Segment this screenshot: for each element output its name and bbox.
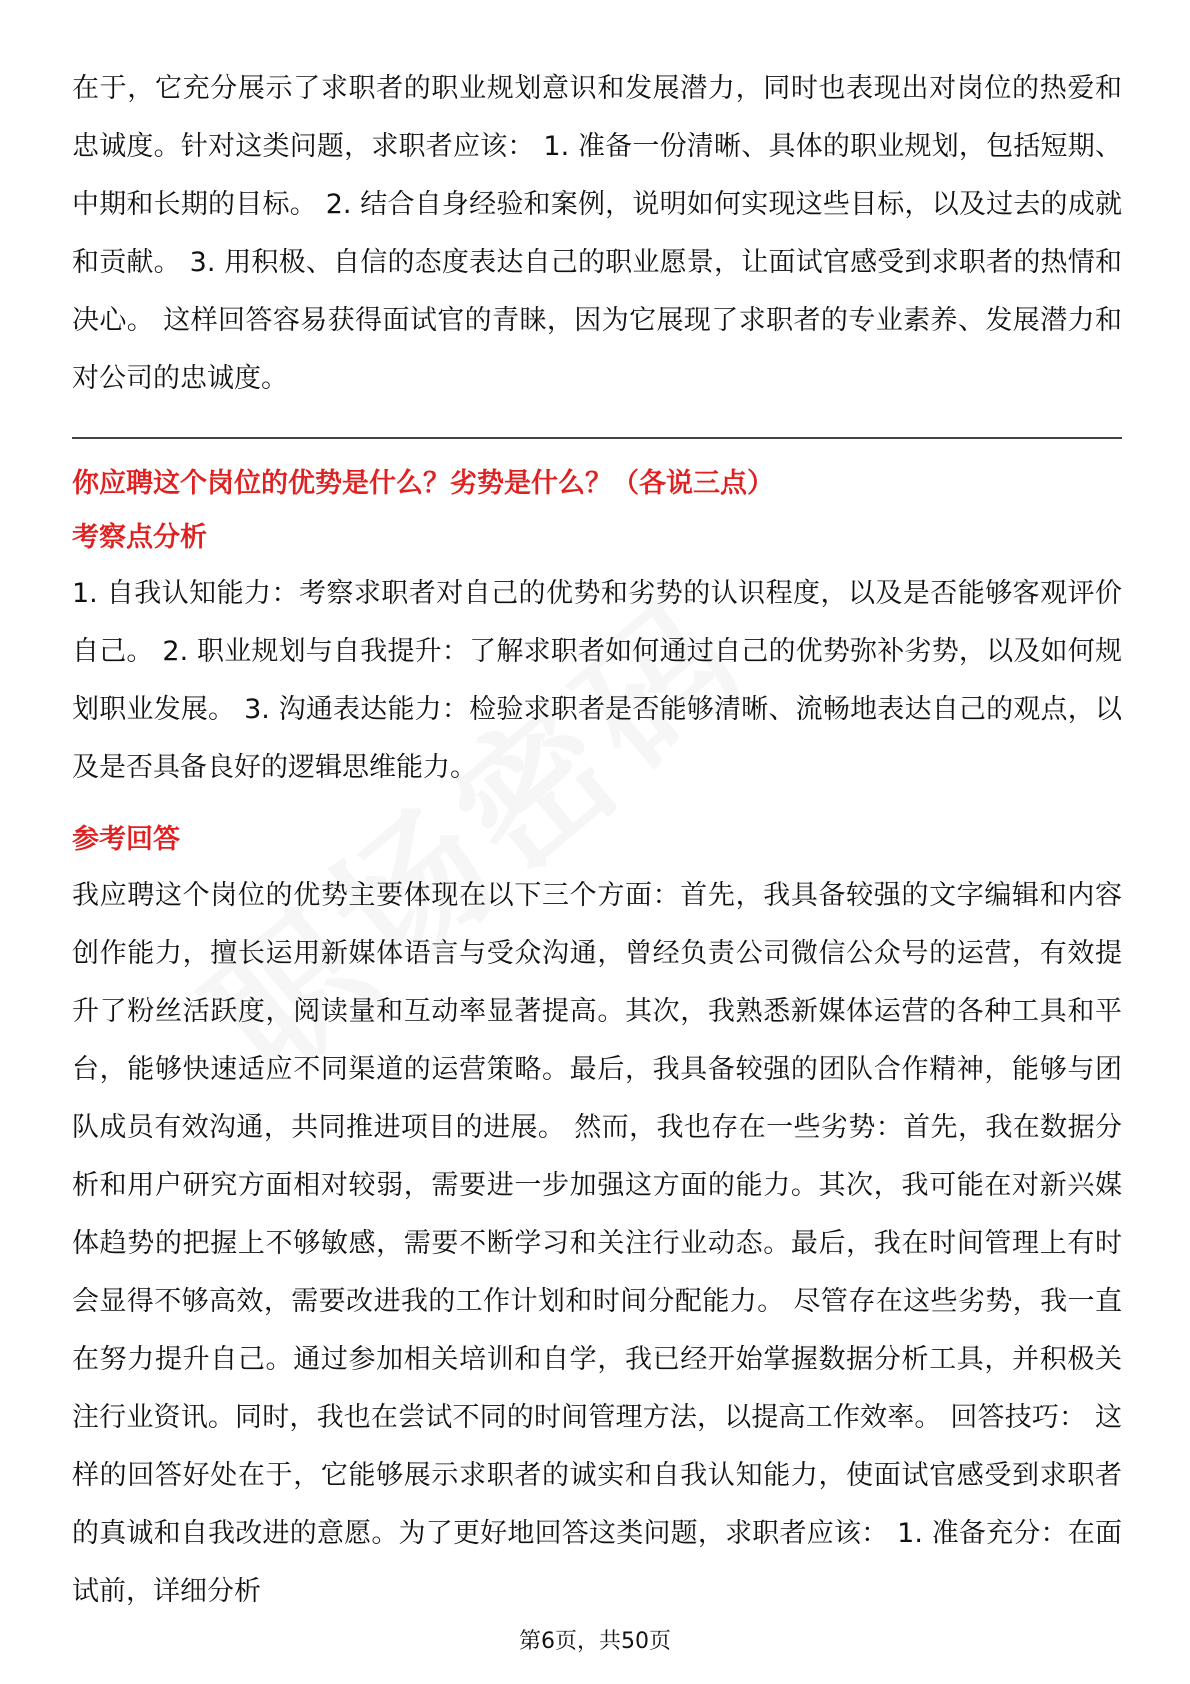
reference-answer-paragraph: 我应聘这个岗位的优势主要体现在以下三个方面：首先，我具备较强的文字编辑和内容创作能力，擅长运用新媒体语言与受众沟通，曾经负责公司微信公众号的运营，有效提升了粉丝活跃度，阅读量和互动率显著提高。其次，我熟悉新媒体运营的各种工具和平台，能够快速适应不同渠道的运营策略。最后，我具备较强的团队合作精神，能够与团队成员有效沟通，共同推进项目的进展。 然而，我也存在一些劣势：首先，我在数据分析和用户研究方面相对较弱，需要进一步加强这方面的能力。其次，我可能在对新兴媒体趋势的把握上不够敏感，需要不断学习和关注行业动态。最后，我在时间管理上有时会显得不够高效，需要改进我的工作计划和时间分配能力。 尽管存在这些劣势，我一直在努力提升自己。通过参加相关培训和自学，我已经开始掌握数据分析工具，并积极关注行业资讯。同时，我也在尝试不同的时间管理方法，以提高工作效率。 回答技巧： 这样的回答好处在于，它能够展示求职者的诚实和自我认知能力，使面试官感受到求职者的真诚和自我改进的意愿。为了更好地回答这类问题，求职者应该： 1. 准备充分：在面试前，详细分析 bbox=[72, 880, 1122, 1607]
section-divider bbox=[72, 437, 1122, 439]
page-content bbox=[72, 60, 1122, 1621]
spacer bbox=[72, 797, 1122, 813]
analysis-paragraph: 1. 自我认知能力：考察求职者对自己的优势和劣势的认识程度，以及是否能够客观评价自己。 2. 职业规划与自我提升：了解求职者如何通过自己的优势弥补劣势，以及如何规划职业发展。 3. 沟通表达能力：检验求职者是否能够清晰、流畅地表达自己的观点，以及是否具备良好的逻辑思维能力。 bbox=[72, 578, 1122, 783]
intro-paragraph: 在于，它充分展示了求职者的职业规划意识和发展潜力，同时也表现出对岗位的热爱和忠诚度。针对这类问题，求职者应该： 1. 准备一份清晰、具体的职业规划，包括短期、中期和长期的目标。 2. 结合自身经验和案例，说明如何实现这些目标，以及过去的成就和贡献。 3. 用积极、自信的态度表达自己的职业愿景，让面试官感受到求职者的热情和决心。 这样回答容易获得面试官的青睐，因为它展现了求职者的专业素养、发展潜力和对公司的忠诚度。 bbox=[72, 73, 1122, 394]
reference-answer-heading: 参考回答 bbox=[72, 824, 180, 855]
analysis-heading: 考察点分析 bbox=[72, 522, 207, 553]
question-title: 你应聘这个岗位的优势是什么？劣势是什么？（各说三点） bbox=[72, 468, 774, 499]
page-number-footer: 第6页，共50页 bbox=[519, 1629, 671, 1654]
